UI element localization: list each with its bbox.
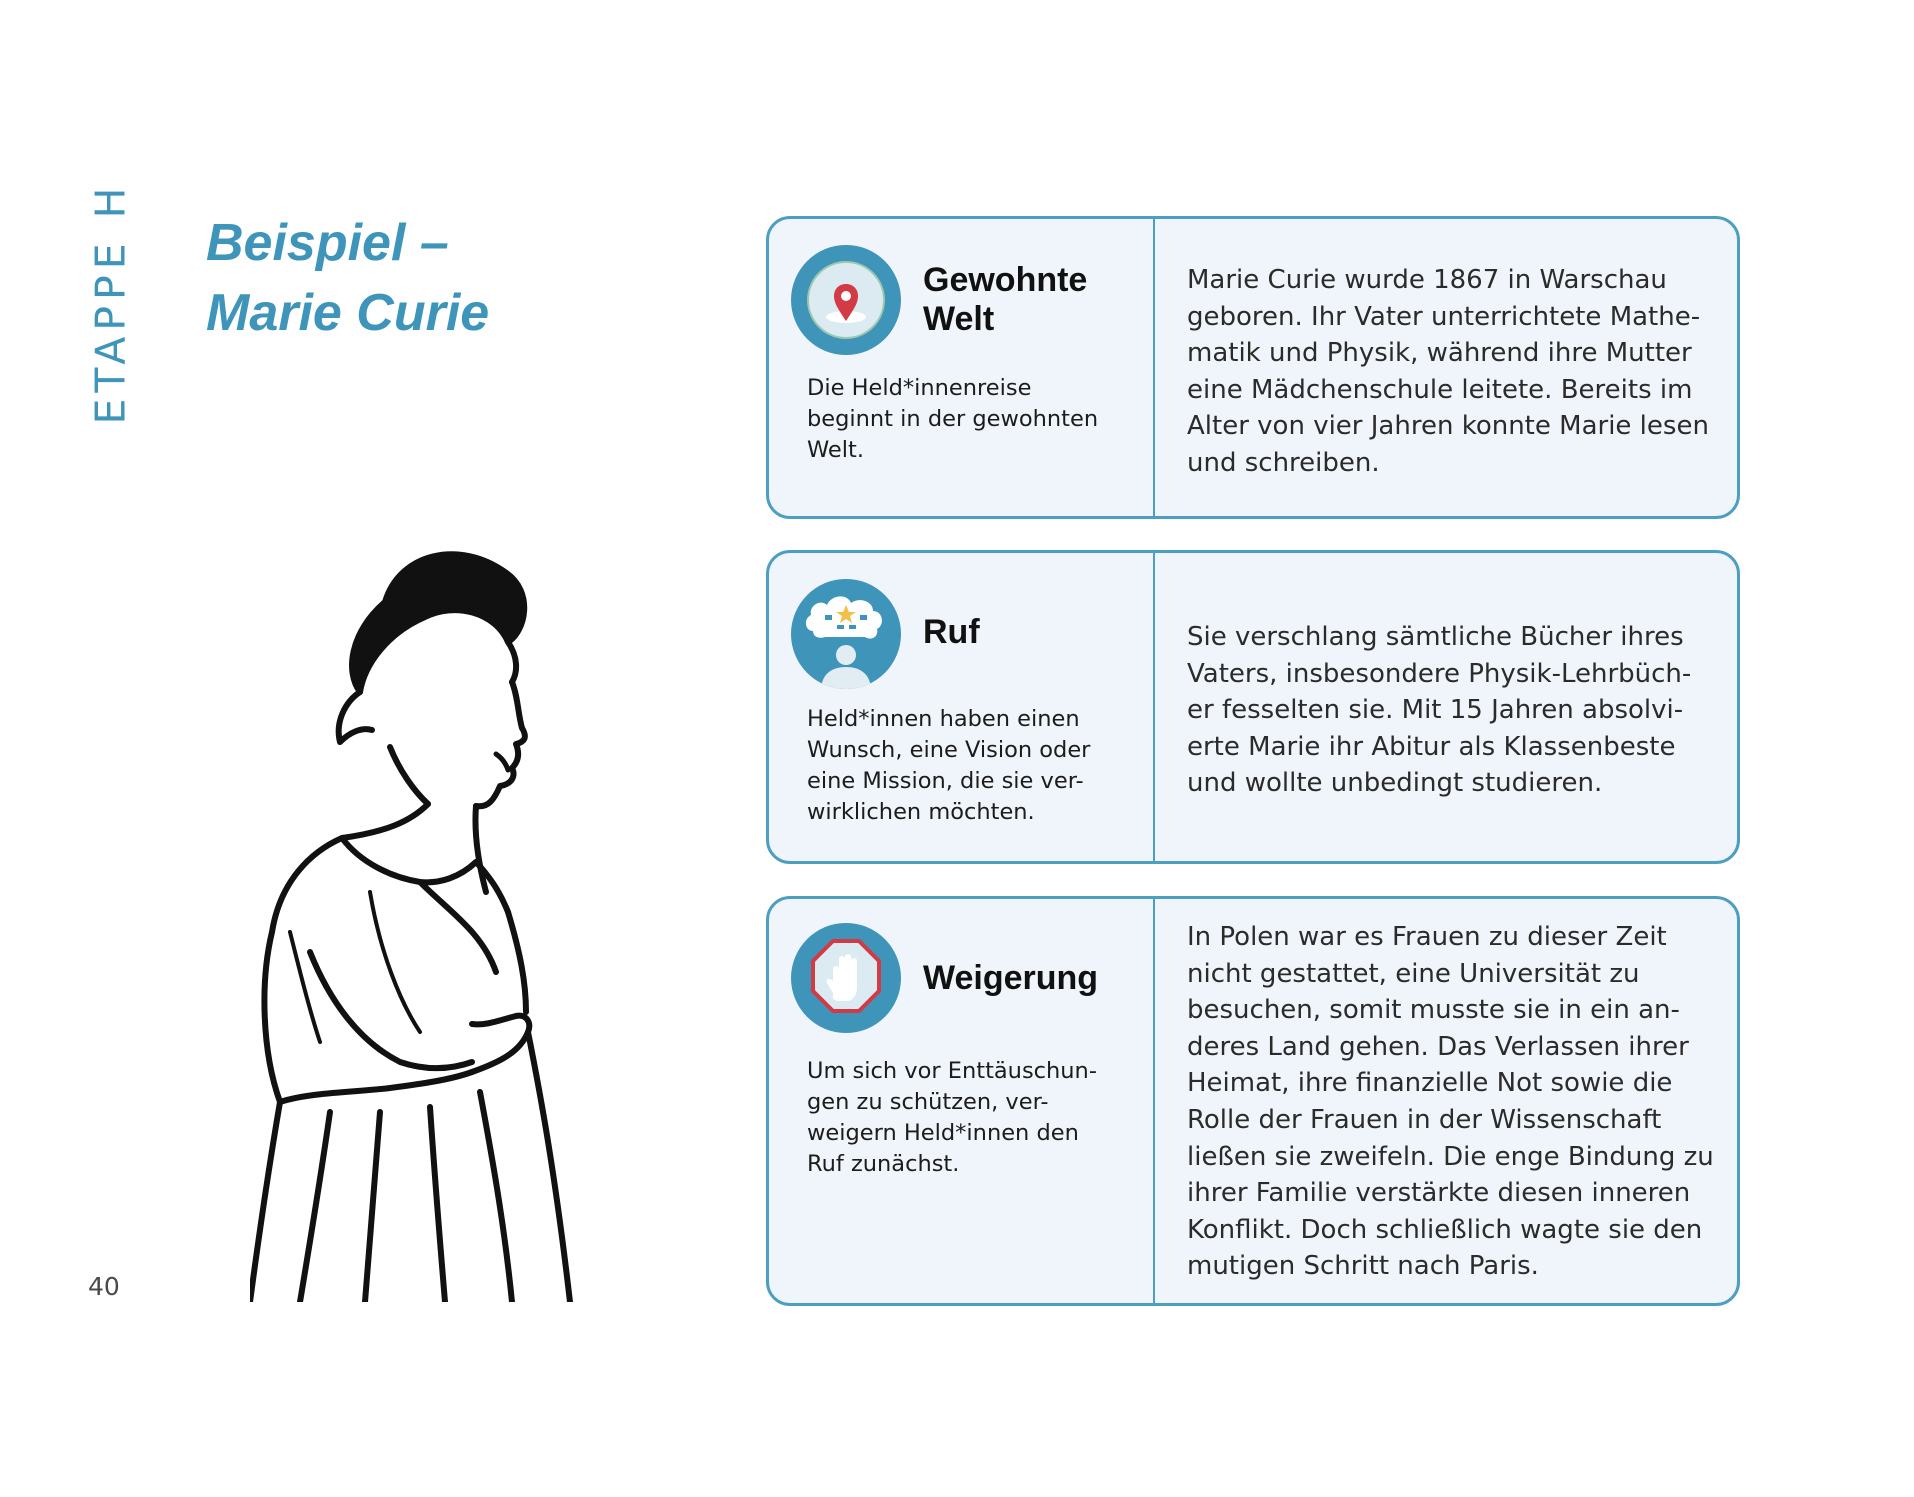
page-title-line: Beispiel – <box>206 214 449 272</box>
stop-hand-icon <box>791 923 901 1033</box>
stage-card-ruf <box>766 550 1740 864</box>
stage-title: Ruf <box>923 613 980 651</box>
stage-title: Weigerung <box>923 959 1099 997</box>
card-divider <box>1153 899 1155 1303</box>
thought-cloud-person-icon <box>791 579 901 689</box>
woman-portrait-illustration <box>250 532 600 1302</box>
stage-card-gewohnte-welt <box>766 216 1740 519</box>
stage-description: Die Held*innenreise beginnt in der gewohnten Welt. <box>807 375 1099 463</box>
stage-body-text: Sie verschlang sämtliche Bücher ihres Vaters, insbesondere Physik-Lehrbüch- er fesselten sie. Mit 15 Jahren absolvi- erte Marie ihr Abitur als Klassenbeste und wollte unbedingt studieren. <box>1187 622 1692 799</box>
stage-description: Held*innen haben einen Wunsch, eine Vision oder eine Mission, die sie ver- wirklichen möchten. <box>807 706 1091 825</box>
stage-card-weigerung <box>766 896 1740 1306</box>
stage-body-text: Marie Curie wurde 1867 in Warschau geboren. Ihr Vater unterrichtete Mathe- matik und Physik, während ihre Mutter eine Mädchenschule leitete. Bereits im Alter von vier Jahren konnte Marie lesen und schreiben. <box>1187 265 1709 478</box>
stage-title: Gewohnte Welt <box>923 261 1088 338</box>
stage-description: Um sich vor Enttäuschun- gen zu schützen, ver- weigern Held*innen den Ruf zunächst. <box>807 1058 1097 1177</box>
card-divider <box>1153 553 1155 861</box>
location-pin-icon <box>791 245 901 355</box>
card-divider <box>1153 219 1155 516</box>
page-title-line: Marie Curie <box>206 284 490 342</box>
stage-body-text: In Polen war es Frauen zu dieser Zeit nicht gestattet, eine Universität zu besuchen, somit musste sie in ein an- deres Land gehen. Das Verlassen ihrer Heimat, ihre finanzielle Not sowie die Rolle der Frauen in der Wissenschaft ließen sie zweifeln. Die enge Bindung zu ihrer Familie verstärkte diesen inneren Konflikt. Doch schließlich wagte sie den mutigen Schritt nach Paris. <box>1187 922 1714 1282</box>
page-title <box>206 208 489 348</box>
section-label-text: ETAPPE H <box>86 181 135 425</box>
section-label <box>82 181 140 425</box>
page-number: 40 <box>88 1272 120 1301</box>
